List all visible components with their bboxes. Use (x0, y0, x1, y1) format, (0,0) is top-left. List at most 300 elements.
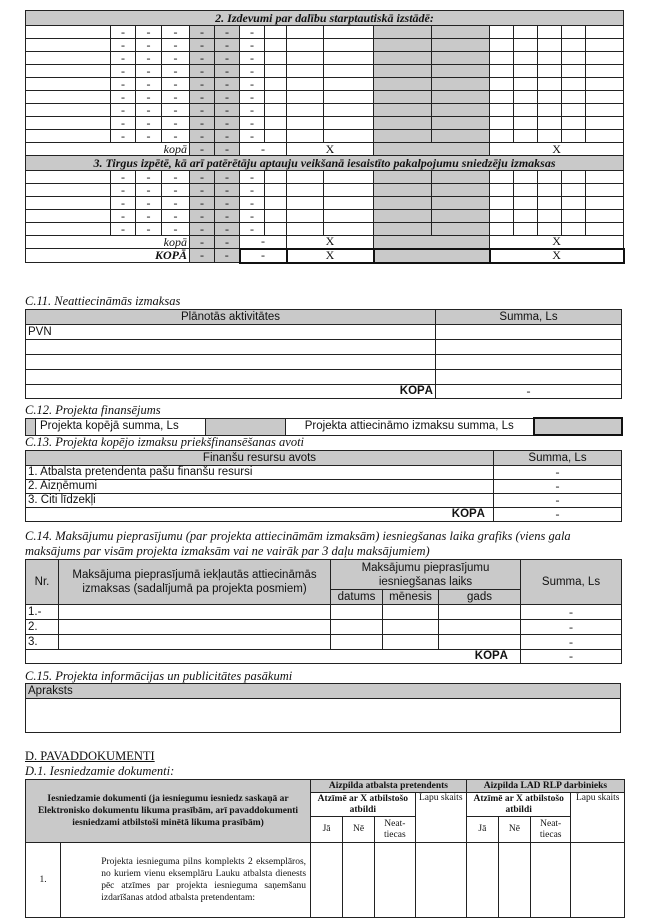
lad-no-header: Nē (498, 817, 530, 843)
input-cell[interactable] (586, 197, 624, 210)
input-cell[interactable] (374, 210, 432, 223)
c14-costs-cell[interactable] (59, 635, 331, 650)
input-cell[interactable] (374, 184, 432, 197)
input-cell[interactable] (514, 39, 538, 52)
lad-pages-cell[interactable] (571, 843, 625, 918)
input-cell[interactable] (514, 78, 538, 91)
dash-cell: - (190, 143, 215, 156)
dash-cell: - (215, 104, 240, 117)
c14-col-nr: Nr. (26, 560, 59, 605)
input-cell[interactable] (432, 130, 490, 143)
c11-col-activities: Plānotās aktivitātes (26, 310, 436, 325)
dash-cell: - (190, 197, 215, 210)
input-cell[interactable] (374, 130, 432, 143)
input-cell[interactable] (374, 91, 432, 104)
c14-total-value: - (521, 650, 622, 664)
input-cell[interactable] (538, 78, 562, 91)
input-cell[interactable] (586, 26, 624, 39)
dash-cell: - (136, 171, 162, 184)
c15-description-field[interactable] (26, 699, 621, 733)
c15-table (25, 683, 621, 733)
input-cell[interactable] (26, 197, 111, 210)
c13-source-label: 3. Citi līdzekļi (26, 494, 494, 508)
applicant-pages-cell[interactable] (415, 843, 466, 918)
c11-sum-cell[interactable] (436, 325, 622, 340)
c11-table (25, 309, 622, 399)
input-cell[interactable] (324, 197, 374, 210)
applicant-yes-header: Jā (311, 817, 343, 843)
c11-empty-cell[interactable] (26, 370, 436, 385)
input-cell[interactable] (490, 184, 514, 197)
input-cell[interactable] (586, 91, 624, 104)
lad-col-header: Aizpilda LAD RLP darbinieks (466, 780, 624, 793)
dash-cell: - (162, 210, 190, 223)
input-cell[interactable] (586, 184, 624, 197)
input-cell[interactable] (324, 223, 374, 236)
expense-row (26, 117, 624, 130)
dash-cell: - (136, 39, 162, 52)
dash-cell: - (240, 130, 265, 143)
input-cell[interactable] (538, 39, 562, 52)
dash-cell: - (215, 223, 240, 236)
input-cell[interactable] (265, 65, 287, 78)
dash-cell: - (190, 184, 215, 197)
input-cell[interactable] (374, 26, 432, 39)
dash-cell: - (215, 249, 240, 263)
input-cell[interactable] (514, 130, 538, 143)
input-cell[interactable] (374, 104, 432, 117)
dash-cell: - (190, 52, 215, 65)
dash-cell: - (190, 223, 215, 236)
c11-sum-cell[interactable] (436, 370, 622, 385)
input-cell[interactable] (538, 130, 562, 143)
dash-cell: - (136, 26, 162, 39)
dash-cell: - (190, 65, 215, 78)
input-cell[interactable] (26, 184, 111, 197)
lad-na-cell[interactable] (530, 843, 571, 918)
c12-eligible-value[interactable] (534, 418, 622, 435)
input-cell[interactable] (490, 223, 514, 236)
input-cell[interactable] (265, 184, 287, 197)
c11-empty-cell[interactable] (26, 355, 436, 370)
input-cell[interactable] (514, 197, 538, 210)
c14-total-label: KOPĀ (26, 650, 521, 664)
dash-cell: - (162, 104, 190, 117)
c11-row-pvn[interactable]: PVN (26, 325, 436, 340)
input-cell[interactable] (287, 91, 324, 104)
input-cell[interactable] (374, 117, 432, 130)
c14-table (25, 559, 622, 664)
input-cell[interactable] (490, 26, 514, 39)
dash-cell: - (240, 117, 265, 130)
input-cell[interactable] (265, 26, 287, 39)
input-cell[interactable] (374, 65, 432, 78)
input-cell[interactable] (514, 223, 538, 236)
dash-cell: - (215, 91, 240, 104)
c13-sum-cell[interactable]: - (494, 480, 622, 494)
c13-sum-cell[interactable]: - (494, 466, 622, 480)
input-cell[interactable] (562, 39, 586, 52)
lad-yes-cell[interactable] (466, 843, 498, 918)
c14-date-cell[interactable] (331, 635, 383, 650)
dash-cell: - (190, 91, 215, 104)
input-cell[interactable] (287, 130, 324, 143)
dash-cell: - (215, 52, 240, 65)
section-2-title: 2. Izdevumi par dalību starptautiskā izstādē: (26, 11, 624, 26)
input-cell[interactable] (490, 52, 514, 65)
applicant-na-cell[interactable] (375, 843, 416, 918)
input-cell[interactable] (265, 197, 287, 210)
input-cell[interactable] (562, 197, 586, 210)
dash-cell: - (240, 91, 265, 104)
input-cell[interactable] (287, 223, 324, 236)
docs-col-header: Iesniedzamie dokumenti (ja iesniegumu iesniedz saskaņā ar Elektronisko dokumentu likuma prasībām, arī pavaddokumenti iesniedzami atbilstoši minētā likuma prasībām) (26, 780, 311, 843)
input-cell[interactable] (586, 104, 624, 117)
input-cell[interactable] (432, 26, 490, 39)
input-cell[interactable] (586, 65, 624, 78)
input-cell[interactable] (490, 171, 514, 184)
dash-cell: - (240, 143, 287, 156)
input-cell[interactable] (26, 52, 111, 65)
input-cell[interactable] (265, 52, 287, 65)
dash-cell: - (162, 223, 190, 236)
input-cell[interactable] (586, 117, 624, 130)
input-cell[interactable] (287, 117, 324, 130)
input-cell[interactable] (490, 39, 514, 52)
applicant-no-cell[interactable] (343, 843, 375, 918)
input-cell[interactable] (287, 26, 324, 39)
dash-cell: - (190, 171, 215, 184)
input-cell[interactable] (490, 210, 514, 223)
input-cell[interactable] (324, 104, 374, 117)
input-cell[interactable] (287, 65, 324, 78)
input-cell[interactable] (287, 197, 324, 210)
dash-cell: - (240, 52, 265, 65)
input-cell[interactable] (324, 91, 374, 104)
c14-col-sum: Summa, Ls (521, 560, 622, 605)
input-cell[interactable] (562, 223, 586, 236)
dash-cell: - (162, 197, 190, 210)
input-cell[interactable] (265, 104, 287, 117)
lad-mark-header: Atzīmē ar X atbilstošo atbildi (466, 793, 571, 817)
c14-col-month: mēnesis (383, 590, 439, 605)
input-cell[interactable] (562, 78, 586, 91)
input-cell[interactable] (562, 65, 586, 78)
c11-col-sum: Summa, Ls (436, 310, 622, 325)
dash-cell: - (215, 117, 240, 130)
x-mark: X (287, 249, 374, 263)
input-cell[interactable] (324, 184, 374, 197)
c14-title-line2: maksājums par visām projekta izmaksām vai ne vairāk par 3 daļu maksājumiem) (25, 544, 430, 558)
d-subtitle: D.1. Iesniedzamie dokumenti: (25, 764, 175, 778)
dash-cell: - (136, 130, 162, 143)
expense-row (26, 130, 624, 143)
dash-cell: - (136, 210, 162, 223)
input-cell[interactable] (324, 171, 374, 184)
c14-row-nr: 2. (26, 620, 59, 635)
input-cell[interactable] (562, 184, 586, 197)
input-cell[interactable] (26, 26, 111, 39)
input-cell[interactable] (538, 197, 562, 210)
input-cell[interactable] (287, 210, 324, 223)
grand-total-row (26, 249, 624, 263)
c14-col-time-line2: iesniegšanas laiks (378, 575, 473, 588)
input-cell[interactable] (374, 171, 432, 184)
input-cell[interactable] (490, 65, 514, 78)
input-cell[interactable] (490, 104, 514, 117)
input-cell[interactable] (562, 171, 586, 184)
dash-cell: - (111, 197, 136, 210)
input-cell[interactable] (538, 52, 562, 65)
c14-month-cell[interactable] (383, 635, 439, 650)
input-cell[interactable] (538, 91, 562, 104)
input-cell[interactable] (586, 210, 624, 223)
input-cell[interactable] (26, 117, 111, 130)
dash-cell: - (215, 26, 240, 39)
grand-total-label: KOPĀ (26, 249, 190, 263)
input-cell[interactable] (287, 184, 324, 197)
section-2-subtotal-row (26, 143, 624, 156)
input-cell[interactable] (538, 26, 562, 39)
input-cell[interactable] (586, 78, 624, 91)
input-cell[interactable] (514, 210, 538, 223)
input-cell[interactable] (26, 210, 111, 223)
expense-row (26, 184, 624, 197)
c13-col-source: Finanšu resursu avots (26, 451, 494, 466)
c14-year-cell[interactable] (439, 605, 521, 620)
input-cell[interactable] (538, 117, 562, 130)
c14-month-cell[interactable] (383, 605, 439, 620)
applicant-col-header: Aizpilda atbalsta pretendents (311, 780, 467, 793)
input-cell[interactable] (586, 130, 624, 143)
input-cell[interactable] (432, 171, 490, 184)
input-cell[interactable] (287, 52, 324, 65)
input-cell[interactable] (26, 104, 111, 117)
applicant-no-header: Nē (343, 817, 375, 843)
input-cell[interactable] (562, 26, 586, 39)
input-cell[interactable] (538, 184, 562, 197)
c14-row-nr: 1.- (26, 605, 59, 620)
dash-cell: - (136, 91, 162, 104)
input-cell[interactable] (287, 104, 324, 117)
dash-cell: - (162, 52, 190, 65)
dash-cell: - (162, 26, 190, 39)
input-cell[interactable] (26, 91, 111, 104)
c13-row (26, 480, 622, 494)
c14-row-nr: 3. (26, 635, 59, 650)
input-cell[interactable] (538, 171, 562, 184)
input-cell[interactable] (265, 117, 287, 130)
c11-empty-cell[interactable] (26, 340, 436, 355)
input-cell[interactable] (324, 210, 374, 223)
input-cell[interactable] (324, 130, 374, 143)
input-cell[interactable] (538, 65, 562, 78)
c13-sum-cell[interactable]: - (494, 494, 622, 508)
input-cell[interactable] (26, 39, 111, 52)
input-cell[interactable] (514, 65, 538, 78)
input-cell[interactable] (324, 39, 374, 52)
input-cell[interactable] (432, 52, 490, 65)
dash-cell: - (162, 78, 190, 91)
section-3-title: 3. Tirgus izpētē, kā arī patērētāju aptauju veikšanā iesaistīto pakalpojumu sniedzēju izmaksas (26, 156, 624, 171)
input-cell[interactable] (324, 26, 374, 39)
dash-cell: - (240, 210, 265, 223)
dash-cell: - (111, 171, 136, 184)
input-cell[interactable] (562, 210, 586, 223)
input-cell[interactable] (432, 210, 490, 223)
input-cell[interactable] (586, 223, 624, 236)
c14-costs-cell[interactable] (59, 620, 331, 635)
input-cell[interactable] (538, 104, 562, 117)
c14-col-time-line1: Maksājumu pieprasījumu (361, 561, 490, 574)
c14-year-cell[interactable] (439, 635, 521, 650)
x-mark: X (490, 236, 624, 249)
input-cell[interactable] (265, 210, 287, 223)
input-cell[interactable] (265, 91, 287, 104)
input-cell[interactable] (287, 171, 324, 184)
c14-date-cell[interactable] (331, 620, 383, 635)
input-cell[interactable] (265, 78, 287, 91)
dash-cell: - (190, 130, 215, 143)
dash-cell: - (215, 39, 240, 52)
x-mark: X (287, 236, 374, 249)
c14-sum-cell[interactable]: - (521, 605, 622, 620)
c12-col-total: Projekta kopējā summa, Ls (36, 418, 206, 435)
lad-na-header: Neat-tiecas (530, 817, 571, 843)
c11-sum-cell[interactable] (436, 355, 622, 370)
c11-sum-cell[interactable] (436, 340, 622, 355)
dash-cell: - (111, 65, 136, 78)
c14-title-line1: C.14. Maksājumu pieprasījumu (par projekta attiecināmām izmaksām) iesniegšanas laika grafiks (viens gala (25, 529, 571, 543)
input-cell[interactable] (374, 78, 432, 91)
input-cell[interactable] (432, 184, 490, 197)
c14-sum-cell[interactable]: - (521, 620, 622, 635)
input-cell[interactable] (374, 39, 432, 52)
input-cell[interactable] (432, 91, 490, 104)
dash-cell: - (240, 171, 265, 184)
dash-cell: - (215, 171, 240, 184)
input-cell[interactable] (287, 78, 324, 91)
applicant-pages-header: Lapu skaits (415, 793, 466, 843)
dash-cell: - (190, 236, 215, 249)
input-cell[interactable] (265, 39, 287, 52)
input-cell[interactable] (374, 52, 432, 65)
input-cell[interactable] (26, 130, 111, 143)
input-cell[interactable] (374, 223, 432, 236)
input-cell[interactable] (26, 223, 111, 236)
input-cell[interactable] (562, 91, 586, 104)
dash-cell: - (215, 65, 240, 78)
input-cell[interactable] (265, 223, 287, 236)
input-cell[interactable] (432, 104, 490, 117)
input-cell[interactable] (562, 117, 586, 130)
c14-col-costs-line1: Maksājuma pieprasījumā iekļautās attiecināmās (72, 569, 317, 581)
input-cell[interactable] (538, 223, 562, 236)
input-cell[interactable] (562, 52, 586, 65)
c13-total-value: - (494, 508, 622, 522)
dash-cell: - (111, 130, 136, 143)
input-cell[interactable] (26, 78, 111, 91)
input-cell[interactable] (490, 117, 514, 130)
dash-cell: - (111, 39, 136, 52)
input-cell[interactable] (432, 65, 490, 78)
input-cell[interactable] (514, 26, 538, 39)
input-cell[interactable] (490, 91, 514, 104)
input-cell[interactable] (324, 117, 374, 130)
input-cell[interactable] (265, 171, 287, 184)
input-cell[interactable] (432, 39, 490, 52)
expense-row (26, 78, 624, 91)
input-cell[interactable] (586, 39, 624, 52)
c14-year-cell[interactable] (439, 620, 521, 635)
input-cell[interactable] (432, 78, 490, 91)
c14-sum-cell[interactable]: - (521, 635, 622, 650)
c14-costs-cell[interactable] (59, 605, 331, 620)
input-cell[interactable] (374, 197, 432, 210)
input-cell[interactable] (514, 184, 538, 197)
dash-cell: - (215, 143, 240, 156)
input-cell[interactable] (324, 52, 374, 65)
c13-col-sum: Summa, Ls (494, 451, 622, 466)
input-cell[interactable] (26, 171, 111, 184)
input-cell[interactable] (514, 117, 538, 130)
c13-total-label: KOPĀ (26, 508, 494, 522)
subtotal-label: kopā (26, 236, 190, 249)
input-cell[interactable] (586, 171, 624, 184)
c12-col-eligible: Projekta attiecināmo izmaksu summa, Ls (286, 418, 534, 435)
input-cell[interactable] (265, 130, 287, 143)
input-cell[interactable] (490, 197, 514, 210)
c14-date-cell[interactable] (331, 605, 383, 620)
input-cell[interactable] (562, 130, 586, 143)
input-cell[interactable] (287, 39, 324, 52)
dash-cell: - (215, 130, 240, 143)
applicant-yes-cell[interactable] (311, 843, 343, 918)
input-cell[interactable] (490, 78, 514, 91)
c14-col-costs-line2: izmaksas (sadalījumā pa projekta posmiem) (82, 583, 307, 595)
dash-cell: - (111, 184, 136, 197)
input-cell[interactable] (538, 210, 562, 223)
dash-cell: - (136, 65, 162, 78)
input-cell[interactable] (586, 52, 624, 65)
dash-cell: - (215, 197, 240, 210)
input-cell[interactable] (490, 130, 514, 143)
c14-month-cell[interactable] (383, 620, 439, 635)
input-cell[interactable] (324, 78, 374, 91)
dash-cell: - (190, 26, 215, 39)
expense-row (26, 223, 624, 236)
input-cell[interactable] (514, 52, 538, 65)
x-mark: X (490, 143, 624, 156)
dash-cell: - (190, 210, 215, 223)
dash-cell: - (111, 91, 136, 104)
input-cell[interactable] (324, 65, 374, 78)
dash-cell: - (162, 39, 190, 52)
input-cell[interactable] (432, 117, 490, 130)
lad-no-cell[interactable] (498, 843, 530, 918)
input-cell[interactable] (562, 104, 586, 117)
input-cell[interactable] (514, 171, 538, 184)
input-cell[interactable] (432, 197, 490, 210)
input-cell[interactable] (514, 104, 538, 117)
c13-source-label: 2. Aizņēmumi (26, 480, 494, 494)
dash-cell: - (162, 171, 190, 184)
c11-total-label: KOPĀ (26, 385, 436, 399)
input-cell[interactable] (432, 223, 490, 236)
dash-cell: - (162, 184, 190, 197)
input-cell[interactable] (514, 91, 538, 104)
input-cell[interactable] (26, 65, 111, 78)
